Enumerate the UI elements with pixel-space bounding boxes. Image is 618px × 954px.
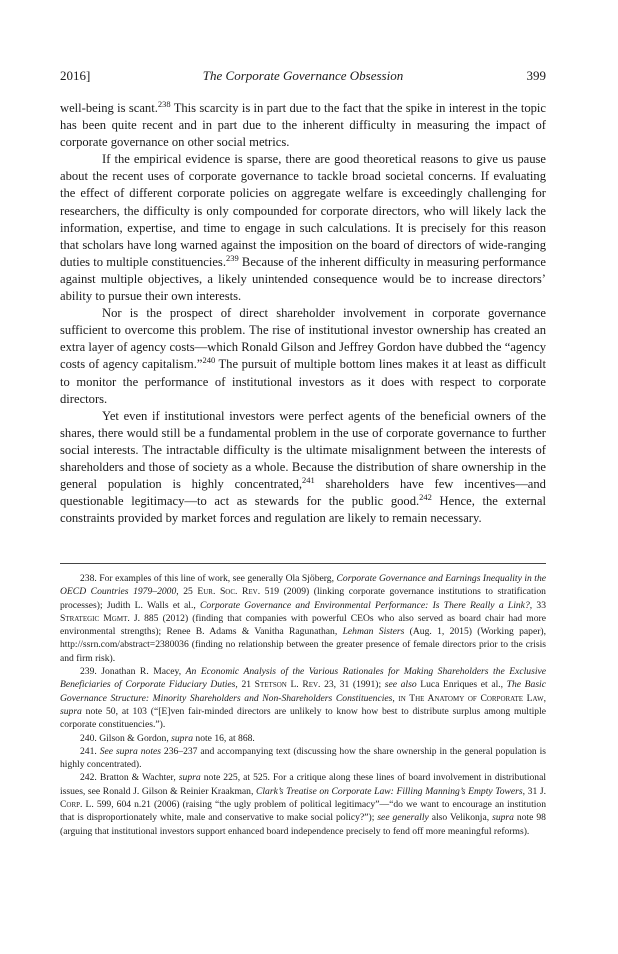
signal-text: supra: [492, 812, 514, 824]
footnote-ref-241[interactable]: 241: [302, 475, 315, 486]
footnote-text: note 50, at 103 (“[E]ven fair-minded directors are unlikely to know how best to distribute surplus among multiple corporate constituencies.”).: [60, 705, 546, 731]
paragraph-4: [60, 408, 546, 528]
footnote-text: 238. For examples of this line of work, see generally Ola Sjöberg,: [80, 573, 337, 584]
footnote-text: 236–237 and accompanying text (discussing how the share ownership in the general population is highly concentrated).: [60, 745, 547, 771]
footnote-239: [60, 665, 546, 731]
footnote-ref-240[interactable]: 240: [202, 355, 216, 366]
paragraph-text: If the empirical evidence is sparse, there are good theoretical reasons to give us pause about the recent uses of corporate governance to tackle broad societal concerns. If evaluating the effect of different corporate policies on aggregate welfare is exceedingly challenging for researchers, the difficulty is only compounded for corporate directors, who will likely lack the information, expertise, and time to engage in such calculations. It is precisely for this reason that scholars have long warned against the imposition on the board of directors of wide-ranging duties to multiple constituencies.: [60, 152, 546, 269]
footnote-text: , 33: [529, 599, 547, 611]
footnote-241: [60, 745, 546, 772]
footnote-ref-242[interactable]: 242: [419, 492, 432, 503]
footnote-text: note 225, at 525. For a critique along these lines of board involvement in distributional issues, see Ronald J. Gilson & Reinier Kraakman,: [60, 772, 546, 797]
footnote-text: note 98 (arguing that institutional investors support enhanced board independence precisely to fend off more meaningful reforms).: [60, 812, 546, 837]
page-number: 399: [526, 68, 546, 83]
paragraph-text: This scarcity is in part due to the fact that the spike in interest in the topic has been quite recent and in part due to the inherent difficulty in measuring the impact of corporate governance on other social metrics.: [60, 101, 547, 150]
footnote-text: ,: [543, 692, 546, 704]
signal-text: supra: [178, 772, 201, 784]
paragraph-text: Because of the inherent difficulty in measuring performance against multiple objectives, a likely unintended consequence would be to increase directors’ ability to pursue their own interests.: [60, 254, 546, 304]
footnote-text: , 25: [176, 586, 198, 598]
paragraph-text: Hence, the external constraints provided by market forces and regulation are likely to remain necessary.: [60, 494, 546, 526]
footnote-text: 599, 604 n.21 (2006) (raising “the ugly problem of political legitimacy”—“do we want to encourage an institution that is disproportionately white, male and conservative to make social policy?”);: [60, 799, 546, 824]
paragraph-2: [60, 151, 546, 305]
footnote-text: , 21: [235, 679, 255, 691]
footnote-text: , 31: [522, 785, 540, 797]
running-header: [60, 68, 546, 86]
footnote-240: [60, 732, 546, 745]
footnote-text: note 16, at 868.: [193, 732, 255, 744]
citation-title: Clark’s Treatise on Corporate Law: Filling Manning’s Empty Towers: [255, 785, 523, 797]
footnote-ref-238[interactable]: 238: [157, 99, 171, 109]
citation-title: An Economic Analysis of the Various Rationales for Making Shareholders the Exclusive Beneficiaries of Corporate Fiduciary Duties: [60, 666, 546, 691]
paragraph-text: The pursuit of multiple bottom lines makes it at least as difficult to monitor the performance of institutional investors as it does with respect to corporate directors.: [60, 357, 546, 406]
citation-title: Corporate Governance and Environmental Performance: Is There Really a Link?: [200, 599, 530, 611]
signal-text: supra: [60, 705, 82, 717]
journal-name: Stetson L. Rev.: [254, 679, 321, 691]
body-text: [60, 100, 546, 527]
footnote-text: 23, 31 (1991);: [320, 679, 385, 691]
footnote-ref-239[interactable]: 239: [225, 252, 239, 263]
journal-name: Eur. Soc. Rev.: [197, 586, 261, 598]
running-title: The Corporate Governance Obsession: [202, 68, 404, 83]
footnote-text: 240. Gilson & Gordon,: [80, 732, 172, 744]
footnote-238: [60, 572, 546, 665]
paragraph-text: Nor is the prospect of direct shareholder involvement in corporate governance sufficient to overcome this problem. The rise of institutional investor ownership has created an extra layer of agency costs—which Ronald Gilson and Jeffrey Gordon have dubbed the “agency costs of agency capitalism.”: [60, 306, 546, 372]
paragraph-text: well-being is scant.: [60, 101, 158, 115]
footnote-242: [60, 771, 546, 837]
footnote-divider: [60, 563, 546, 564]
footnote-text: (Aug. 1, 2015) (Working paper), http://ssrn.com/abstract=2380036 (finding no relationship between the greater presence of female directors prior to the crisis and firm risk).: [60, 626, 546, 664]
signal-text: see generally: [377, 812, 429, 824]
footnote-text: also Velikonja,: [428, 812, 493, 824]
footnote-text: 242. Bratton & Wachter,: [80, 772, 179, 784]
paragraph-1: [60, 100, 546, 151]
signal-text: See supra notes: [99, 745, 161, 757]
header-year: 2016]: [60, 68, 91, 83]
footnote-text: 239. Jonathan R. Macey,: [80, 666, 186, 678]
citation-title: Lehman Sisters: [342, 626, 405, 638]
footnote-text: ,: [392, 692, 399, 704]
signal-text: supra: [171, 732, 193, 744]
footnotes: [60, 572, 546, 838]
footnote-text: Luca Enriques et al.,: [416, 679, 507, 691]
citation-title: Corporate Governance and Earnings Inequality in the OECD Countries 1979–2000: [60, 573, 546, 598]
footnote-text: 519 (2009) (linking corporate governance institutions to stratification processes); Judith L. Walls et al.,: [60, 586, 546, 611]
paragraph-text: Yet even if institutional investors were perfect agents of the beneficial owners of the shares, there would still be a fundamental problem in the use of corporate governance to further social interests. The intractable difficulty is the ultimate misalignment between the interests of shareholders and those of society as a whole. Because the distribution of share ownership in the general population is highly concentrated,: [60, 408, 546, 492]
signal-text: see also: [384, 679, 417, 691]
paragraph-text: shareholders have few incentives—and questionable legitimacy—to act as stewards for the public good.: [60, 477, 546, 509]
citation-title: The Basic Governance Structure: Minority Shareholders and Non-Shareholders Constituencies: [60, 679, 546, 704]
book-title: in The Anatomy of Corporate Law: [398, 692, 544, 704]
journal-name: Strategic Mgmt. J.: [60, 612, 140, 624]
footnote-text: 885 (2012) (finding that companies with powerful CEOs who also served as board chair had more environmental strengths); Renee B. Adams & Vanitha Ragunathan,: [60, 612, 546, 638]
paragraph-3: [60, 305, 546, 408]
footnote-text: 241.: [80, 745, 100, 757]
journal-name: J. Corp. L.: [60, 785, 547, 811]
